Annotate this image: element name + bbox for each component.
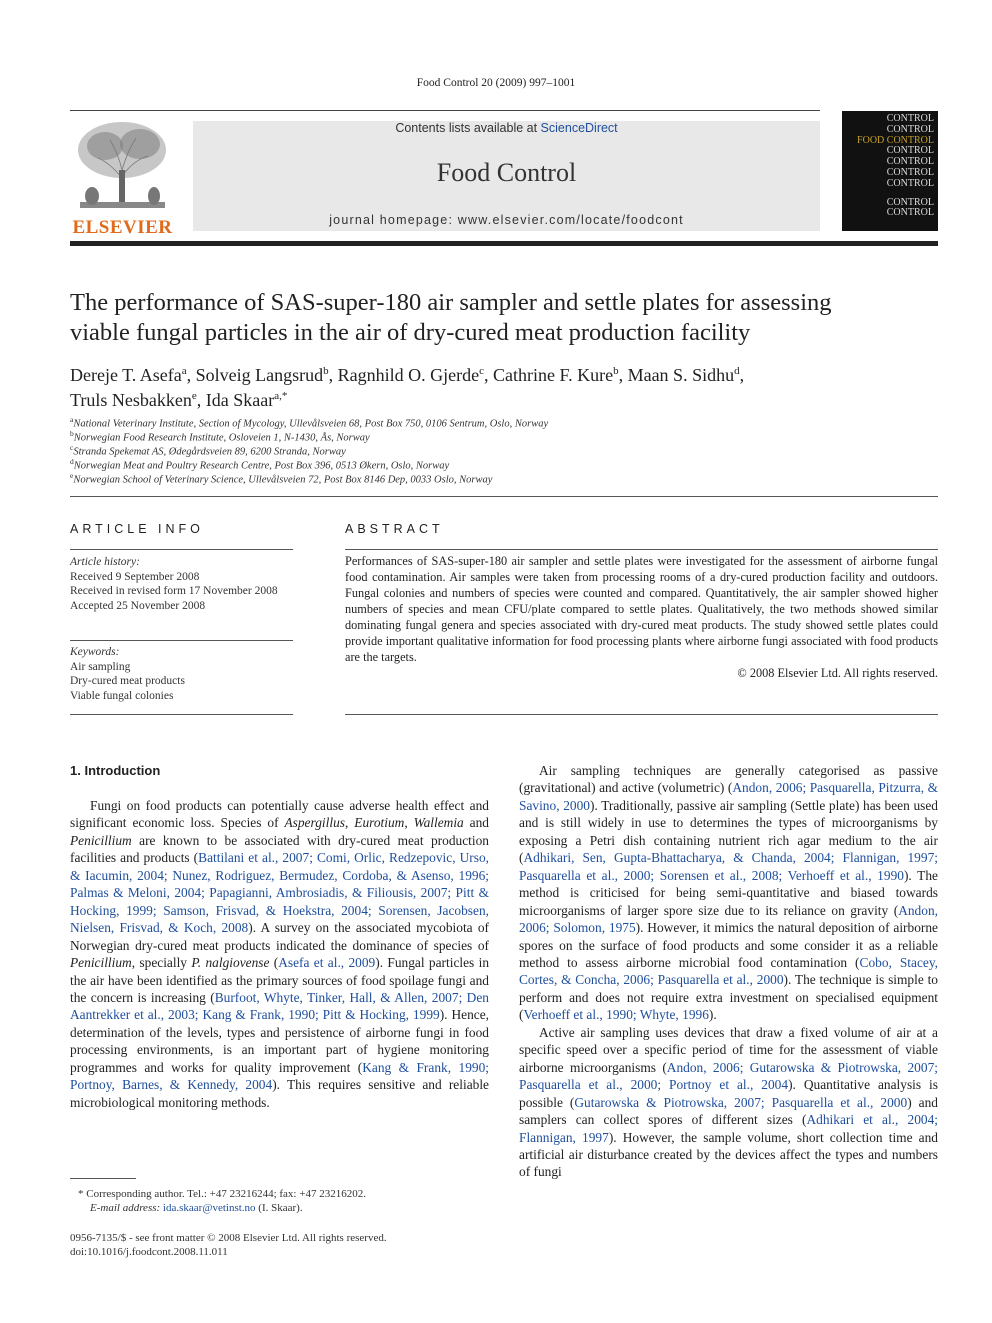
journal-banner (193, 121, 820, 231)
citation-link[interactable]: Andon, 2006; Pasquarella, Pitzurra, & Savino, 2000 (519, 780, 938, 813)
citation-link[interactable]: Adhikari et al., 2004; Flannigan, 1997 (519, 1112, 938, 1145)
paragraph: Active air sampling uses devices that draw a fixed volume of air at a specific speed over a specific period of time for the assessment of viable airborne microorganisms (Andon, 2006; Gutarowska & Piotrowska, 2007; Pasquarella et al., 2000; Portnoy et al., 2004). Quantitative analysis is possible (Gutarowska & Piotrowska, 2007; Pasquarella et al., 2000) and samplers can collect spores of different sizes (Adhikari et al., 2004; Flannigan, 1997). However, the sample volume, short collection time and artificial air disturbance created by the devices affect the types and numbers of fungi (519, 1024, 939, 1180)
author[interactable]: Ida Skaar (205, 390, 275, 410)
article-title: The performance of SAS-super-180 air sampler and settle plates for assessing viable fungal particles in the air of dry-cured meat production facility (70, 289, 832, 346)
footnote-issn: 0956-7135/$ - see front matter © 2008 Elsevier Ltd. All rights reserved. doi:10.1016/j.foodcont.2008.11.011 (70, 1231, 490, 1259)
citation-link[interactable]: Verhoeff et al., 1990; Whyte, 1996 (523, 1007, 709, 1023)
abstract-heading: ABSTRACT (345, 522, 444, 536)
citation-link[interactable]: Battilani et al., 2007; Comi, Orlic, Redzepovic, Urso, & Iacumin, 2004; Nunez, Rodriguez, Bermudez, Cordoba, & Asenso, 1996; Palmas & Meloni, 2004; Papagianni, Ambrosiadis, & Filiousis, 2007; Pitt & Hocking, 1999; Samson, Frisvad, & Hoekstra, 2004; Sorensen, Jacobsen, Nielsen, Frisvad, & Koch, 2008 (70, 850, 489, 936)
author[interactable]: Ragnhild O. Gjerde (337, 365, 480, 385)
divider (70, 549, 293, 550)
email-link[interactable]: ida.skaar@vetinst.no (162, 1202, 256, 1214)
citation-link[interactable]: Cobo, Stacey, Cortes, & Concha, 2006; Pasquarella et al., 2000 (519, 954, 939, 988)
footnote-rule (70, 1178, 136, 1179)
divider (70, 640, 293, 641)
affiliation: $^a$National Veterinary Institute, Section of Mycology, Ullevålsveien 68, Post Box 750, 0106 Sentrum, Oslo, Norway (70, 415, 549, 430)
header-rule (70, 110, 820, 111)
sciencedirect-link[interactable]: ScienceDirect (540, 121, 618, 135)
citation-link[interactable]: Kang & Frank, 1990; Portnoy, Barnes, & Kennedy, 2004 (70, 1059, 490, 1093)
divider (345, 714, 938, 715)
author[interactable]: Maan S. Sidhu (627, 365, 735, 385)
keyword: Air sampling (70, 660, 131, 673)
divider (345, 549, 938, 550)
body-column-left (70, 797, 489, 1111)
citation-link[interactable]: Burfoot, Whyte, Tinker, Hall, & Allen, 2007; Den Aantrekker et al., 2003; Kang & Frank, 1990; Pitt & Hocking, 1999 (70, 989, 489, 1023)
section-heading: 1. Introduction (70, 763, 161, 778)
journal-citation: Food Control 20 (2009) 997–1001 (416, 77, 576, 89)
doi-link[interactable]: doi:10.1016/j.foodcont.2008.11.011 (70, 1246, 228, 1258)
keyword: Viable fungal colonies (70, 689, 174, 702)
journal-title: Food Control (436, 158, 577, 187)
journal-homepage[interactable]: journal homepage: www.elsevier.com/locate/foodcont (329, 213, 684, 227)
author[interactable]: Truls Nesbakken (70, 390, 192, 410)
abstract-copyright: © 2008 Elsevier Ltd. All rights reserved. (737, 666, 938, 680)
citation-link[interactable]: Adhikari, Sen, Gupta-Bhattacharya, & Chanda, 2004; Flannigan, 1997; Pasquarella et al., 2000; Sorensen et al., 2008; Verhoeff et al., 1990 (519, 850, 938, 883)
body-column-right (519, 762, 938, 1181)
paragraph: Air sampling techniques are generally categorised as passive (gravitational) and active (volumetric) (Andon, 2006; Pasquarella, Pitzurra, & Savino, 2000). Traditionally, passive air sampling (Settle plate) has been used and is still widely in use to determines the types of microorganisms by exposing a Petri dish containing nutrient rich agar medium to the air (Adhikari, Sen, Gupta-Bhattacharya, & Chanda, 2004; Flannigan, 1997; Pasquarella et al., 2000; Sorensen et al., 2008; Verhoeff et al., 1990). The method is criticised for being semi-quantitative and biased towards microorganisms of larger spore size due to its reliance on gravity (Andon, 2006; Solomon, 1975). However, it mimics the natural deposition of airborne spores on the surface of food products and some consider it as a reliable method to assess airborne microbial food contamination (Cobo, Stacey, Cortes, & Concha, 2006; Pasquarella et al., 2000). The technique is simple to perform and does not require extra investment on specialised equipment (Verhoeff et al., 1990; Whyte, 1996). (519, 763, 939, 1023)
article-info-heading: ARTICLE INFO (70, 522, 204, 536)
citation-link[interactable]: Gutarowska & Piotrowska, 2007; Pasquarella et al., 2000 (574, 1094, 908, 1110)
paragraph: Fungi on food products can potentially cause adverse health effect and significant economic loss. Species of Aspergillus, Eurotium, Wallemia and Penicillium are known to be associated with dry-cured meat production facilities and products (Battilani et al., 2007; Comi, Orlic, Redzepovic, Urso, & Iacumin, 2004; Nunez, Rodriguez, Bermudez, Cordoba, & Asenso, 1996; Palmas & Meloni, 2004; Papagianni, Ambrosiadis, & Filiousis, 2007; Pitt & Hocking, 1999; Samson, Frisvad, & Hoekstra, 2004; Sorensen, Jacobsen, Nielsen, Frisvad, & Koch, 2008). A survey on the associated mycobiota of Norwegian dry-cured meat products indicated the dominance of species of Penicillium, specially P. nalgiovense (Asefa et al., 2009). Fungal particles in the air have been identified as the primary sources of food spoilage fungi and the concern is increasing (Burfoot, Whyte, Tinker, Hall, & Allen, 2007; Den Aantrekker et al., 2003; Kang & Frank, 1990; Pitt & Hocking, 1999). Hence, determination of the levels, types and persistence of airborne fungi in food processing environments, is an important part of hygiene monitoring programmes and works for quality improvement (Kang & Frank, 1990; Portnoy, Barnes, & Kennedy, 2004). This requires sensitive and reliable microbiological monitoring methods. (70, 798, 490, 1110)
keyword: Dry-cured meat products (70, 675, 185, 687)
author[interactable]: Cathrine F. Kure (493, 365, 614, 385)
affiliation: $^c$Stranda Spekemat AS, Ødegårdsveien 89, 6200 Stranda, Norway (70, 443, 346, 458)
affiliation: $^b$Norwegian Food Research Institute, Osloveien 1, N-1430, Ås, Norway (70, 429, 370, 444)
contents-line: Contents lists available at ScienceDirect (395, 121, 618, 135)
citation-link[interactable]: Asefa et al., 2009 (278, 955, 376, 971)
author-list: Dereje T. Asefa$^a$, Solveig Langsrud$^b$, Ragnhild O. Gjerde$^c$, Cathrine F. Kure$^b$, Maan S. Sidhu$^d$, Truls Nesbakken$^e$, Ida Skaar$^{a,*}$ (70, 365, 745, 410)
footnote-corresponding: * Corresponding author. Tel.: +47 23216244; fax: +47 23216202. E-mail address: ida.skaar@vetinst.no (I. Skaar). (78, 1188, 366, 1214)
affiliation: $^d$Norwegian Meat and Poultry Research Centre, Post Box 396, 0513 Økern, Oslo, Norway (70, 457, 450, 472)
divider (70, 496, 938, 497)
author[interactable]: Solveig Langsrud (195, 365, 324, 385)
elsevier-logo[interactable] (70, 118, 175, 236)
abstract-body: Performances of SAS-super-180 air sampler and settle plates were investigated for the assessment of airborne fungal food contamination. Air samples were taken from processing rooms of a dry-cured production facility and outdoors. Fungal colonies and numbers of species were counted and compared. Quantitatively, the air sampler showed higher numbers of species and mean CFU/plate compared to settle plates. Qualitatively, the two methods showed similar dominating fungal genera and species associated with dry-cured meat products. The study showed settle plates could provide important qualitative information for food processing plants where airborne fungi associated with food products are the targets. © 2008 Elsevier Ltd. All rights reserved. (345, 554, 938, 680)
elsevier-tree-icon (70, 118, 175, 210)
elsevier-wordmark: ELSEVIER (72, 217, 173, 238)
citation-link[interactable]: Andon, 2006; Solomon, 1975 (519, 902, 938, 936)
article-history: Article history: Received 9 September 2008 Received in revised form 17 November 2008 Accepted 25 November 2008 (70, 556, 278, 612)
divider (70, 714, 293, 715)
journal-cover-image[interactable]: CONTROL CONTROL FOOD CONTROL CONTROL CONTROL CONTROL CONTROL CONTROL CONTROL (842, 111, 938, 231)
author[interactable]: Dereje T. Asefa (70, 365, 182, 385)
header-thick-rule (70, 241, 938, 246)
citation-link[interactable]: Andon, 2006; Gutarowska & Piotrowska, 2007; Pasquarella et al., 2000; Portnoy et al., 2004 (519, 1059, 938, 1093)
keywords: Keywords: Air sampling Dry-cured meat products Viable fungal colonies (70, 645, 295, 703)
affiliation: $^e$Norwegian School of Veterinary Science, Ullevålsveien 72, Post Box 8146 Dep, 0033 Oslo, Norway (70, 471, 493, 486)
